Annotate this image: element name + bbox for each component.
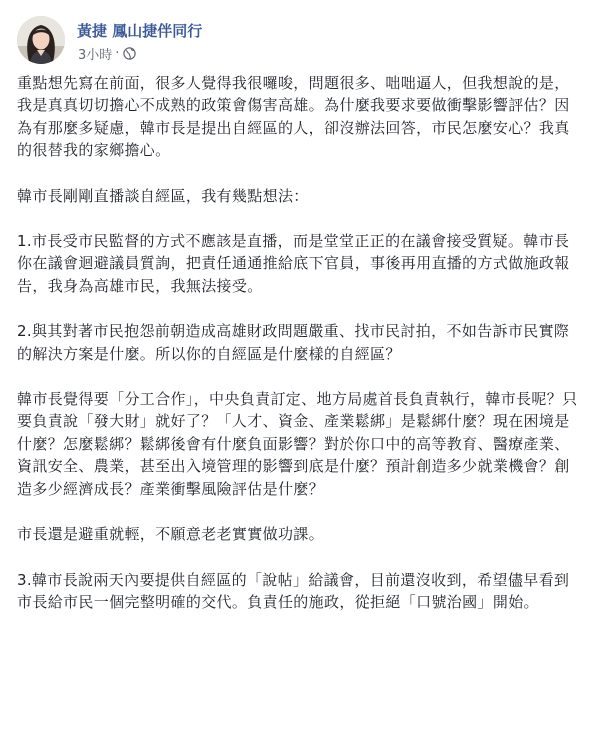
avatar[interactable]	[17, 16, 65, 64]
post-paragraph: 市長還是避重就輕，不願意老老實實做功課。	[17, 525, 325, 544]
globe-icon[interactable]	[123, 47, 136, 60]
post-body	[17, 72, 579, 636]
post-paragraph: 1.市長受市民監督的方式不應該是直播，而是堂堂正正的在議會接受質疑。韓市長你在議會迴避議員質詢，把責任通通推給底下官員，事後再用直播的方式做施政報告，我身為高雄市民，我無法接受。	[17, 232, 570, 295]
post-paragraph: 重點想先寫在前面，很多人覺得我很囉唆，問題很多、咄咄逼人，但我想說的是，我是真真切切擔心不成熟的政策會傷害高雄。為什麼我要求要做衝擊影響評估？因為有那麼多疑慮，韓市長是提出自經區的人，卻沒辦法回答，市民怎麼安心？我真的很替我的家鄉擔心。	[17, 74, 570, 160]
post-timestamp[interactable]: 3小時	[78, 48, 113, 63]
post-paragraph: 韓市長覺得要「分工合作」，中央負責訂定、地方局處首長負責執行，韓市長呢？只要負責說「發大財」就好了？「人才、資金、產業鬆綁」是鬆綁什麼？現在困境是什麼？怎麼鬆綁？鬆綁後會有什麼負面影響？對於你口中的高等教育、醫療產業、資訊安全、農業，甚至出入境管理的影響到底是什麼？預計創造多少就業機會？創造多少經濟成長？產業衝擊風險評估是什麼？	[17, 390, 578, 498]
post-paragraph: 2.與其對著市民抱怨前朝造成高雄財政問題嚴重、找市民討拍，不如告訴市民實際的解決方案是什麼。所以你的自經區是什麼樣的自經區？	[17, 322, 570, 363]
post-meta	[78, 44, 136, 63]
post-paragraph: 韓市長剛剛直播談自經區，我有幾點想法：	[17, 186, 309, 205]
profile-photo-icon	[17, 16, 65, 64]
author-name-link[interactable]: 黃捷 鳳山捷伴同行	[77, 22, 203, 40]
post-header	[17, 0, 591, 72]
post-paragraph: 3.韓市長說兩天內要提供自經區的「說帖」給議會，目前還沒收到，希望儘早看到市長給市民一個完整明確的交代。負責任的施政，從拒絕「口號治國」開始。	[17, 570, 570, 611]
meta-separator: ·	[115, 46, 120, 61]
